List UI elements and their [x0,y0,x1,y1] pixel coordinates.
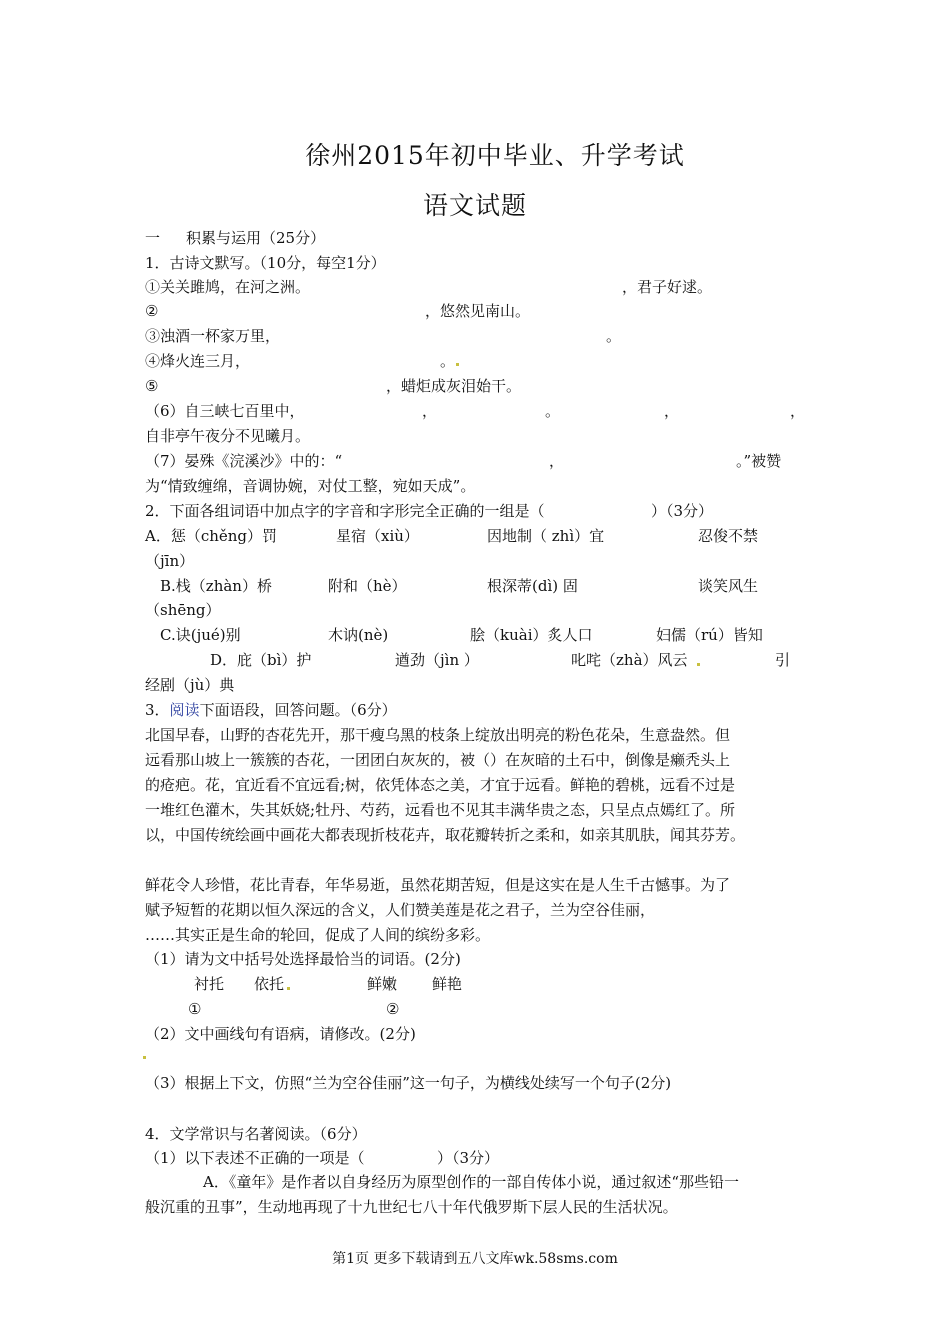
q3-stem [145,700,397,720]
q4-option-a-line2: 般沉重的丑事”，生动地再现了十九世纪七八十年代俄罗斯下层人民的生活状况。 [145,1198,678,1216]
q2-option-d4: 引 [775,651,791,669]
q2-option-b1: B.栈（zhàn）桥 [160,577,272,595]
q1-item6-line2: 自非亭午夜分不见曦月。 [145,427,311,445]
word-option: 依托 [254,975,285,993]
q2-option-d3: 叱咤（zhà）风云 [571,651,688,669]
q2-option-c1: C.诀(jué)别 [160,626,241,644]
q1-item2-right: ，悠然见南山。 [425,302,531,320]
answer-blank-2: ② [386,1000,400,1018]
marker-dot [697,663,700,666]
q1-item6-comma1: ， [422,402,438,420]
q2-option-d2: 遒劲（jìn ） [395,651,479,669]
q2-option-a4: 忍俊不禁 [698,527,759,545]
q1-item2-left: ② [145,302,159,320]
q2-option-b4: 谈笑风生 [698,577,759,595]
q1-stem: 1．古诗文默写。（10分，每空1分） [145,254,386,272]
q2-stem-right: ）（3分） [651,502,714,520]
q2-option-d5: 经剧（jù）典 [145,676,235,694]
passage-line: 的疮疤。花，宜近看不宜远看;树，依凭体态之美，才宜于远看。鲜艳的碧桃，远看不过是 [145,776,736,794]
q1-item1-left: ①关关雎鸠，在河之洲。 [145,278,311,296]
q1-item7-line2: 为“情致缠绵，音调协婉，对仗工整，宛如天成”。 [145,477,476,495]
q2-option-d1: D．庇（bì）护 [210,651,312,669]
q2-stem-left: 2．下面各组词语中加点字的字音和字形完全正确的一组是（ [145,502,545,520]
passage-line: 一堆红色灌木，失其妖娆;牡丹、芍药，远看也不见其丰满华贵之态，只呈点点嫣红了。所 [145,801,736,819]
q1-item6-comma2: ， [664,402,680,420]
page-footer: 第1页 更多下载请到五八文库wk.58sms.com [332,1251,618,1267]
q2-option-c3: 脍（kuài）炙人口 [470,626,593,644]
q1-item6-left: （6）自三峡七百里中， [145,402,305,420]
q4-sub1-left: （1）以下表述不正确的一项是（ [145,1149,365,1167]
marker-dot [143,1056,146,1059]
passage-line: 赋予短暂的花期以恒久深远的含义，人们赞美莲是花之君子，兰为空谷佳丽， [145,901,656,919]
q1-item7-left: （7）晏殊《浣溪沙》中的：“ [145,452,343,470]
q2-option-b5: （shēng） [145,601,221,619]
q2-option-a1: A．惩（chěng）罚 [145,527,278,545]
q1-item7-comma: ， [549,452,565,470]
passage-line: 北国早春，山野的杏花先开，那干瘦乌黑的枝条上绽放出明亮的粉色花朵，生意盎然。但 [145,726,731,744]
section-number: 一 [145,229,161,247]
word-option: 衬托 [194,975,225,993]
reading-link[interactable]: 阅读 [169,701,200,719]
q2-option-a2: 星宿（xiù） [336,527,419,545]
q3-instruction: 下面语段，回答问题。（6分） [199,701,397,719]
marker-dot [287,987,290,990]
q3-sub3: （3）根据上下文，仿照“兰为空谷佳丽”这一句子，为横线处续写一个句子(2分) [145,1074,672,1092]
passage-line: 鲜花令人珍惜，花比青春，年华易逝，虽然花期苦短，但是这实在是人生千古憾事。为了 [145,876,731,894]
q1-item4-right: 。 [440,352,456,370]
q2-option-b3: 根深蒂(dì) 固 [487,577,578,595]
q4-stem: 4．文学常识与名著阅读。（6分） [145,1125,367,1143]
q4-option-a-line1: A．《童年》是作者以自身经历为原型创作的一部自传体小说，通过叙述“那些铅一 [203,1173,740,1191]
section-heading [145,228,325,248]
q1-item3-left: ③浊酒一杯家万里， [145,327,281,345]
section-title: 积累与运用（25分） [186,229,326,247]
q1-item5-left: ⑤ [145,377,159,395]
passage-line: ……其实正是生命的轮回，促成了人间的缤纷多彩。 [145,926,491,944]
q3-sub2: （2）文中画线句有语病，请修改。(2分) [145,1025,416,1043]
q1-item7-right: 。”被赞 [736,452,782,470]
q2-option-a5: （jīn） [145,552,195,570]
answer-blank-1: ① [188,1000,202,1018]
q1-item6-period: 。 [545,402,561,420]
q1-item5-right: ，蜡炬成灰泪始干。 [386,377,522,395]
q2-option-c4: 妇儒（rú）皆知 [656,626,763,644]
q3-number: 3． [145,701,170,719]
q2-option-c2: 木讷(nè) [328,626,389,644]
word-option: 鲜艳 [432,975,463,993]
marker-dot [456,363,459,366]
q3-sub1: （1）请为文中括号处选择最恰当的词语。(2分) [145,950,461,968]
passage-line: 远看那山坡上一簇簇的杏花，一团团白灰灰的，被（）在灰暗的土石中，倒像是癞秃头上 [145,751,731,769]
q2-option-b2: 附和（hè） [328,577,407,595]
exam-subtitle: 语文试题 [422,191,527,220]
q1-item6-comma3: ， [790,402,806,420]
q1-item1-right: ，君子好逑。 [622,278,713,296]
exam-title: 徐州2015年初中毕业、升学考试 [305,141,685,170]
q1-item3-right: 。 [606,327,622,345]
q2-option-a3: 因地制（ zhì）宜 [487,527,605,545]
word-option: 鲜嫩 [367,975,398,993]
q4-sub1-right: ）（3分） [437,1149,500,1167]
passage-line: 以，中国传统绘画中画花大都表现折枝花卉，取花瓣转折之柔和，如亲其肌肤，闻其芬芳。 [145,826,746,844]
q1-item4-left: ④烽火连三月， [145,352,251,370]
